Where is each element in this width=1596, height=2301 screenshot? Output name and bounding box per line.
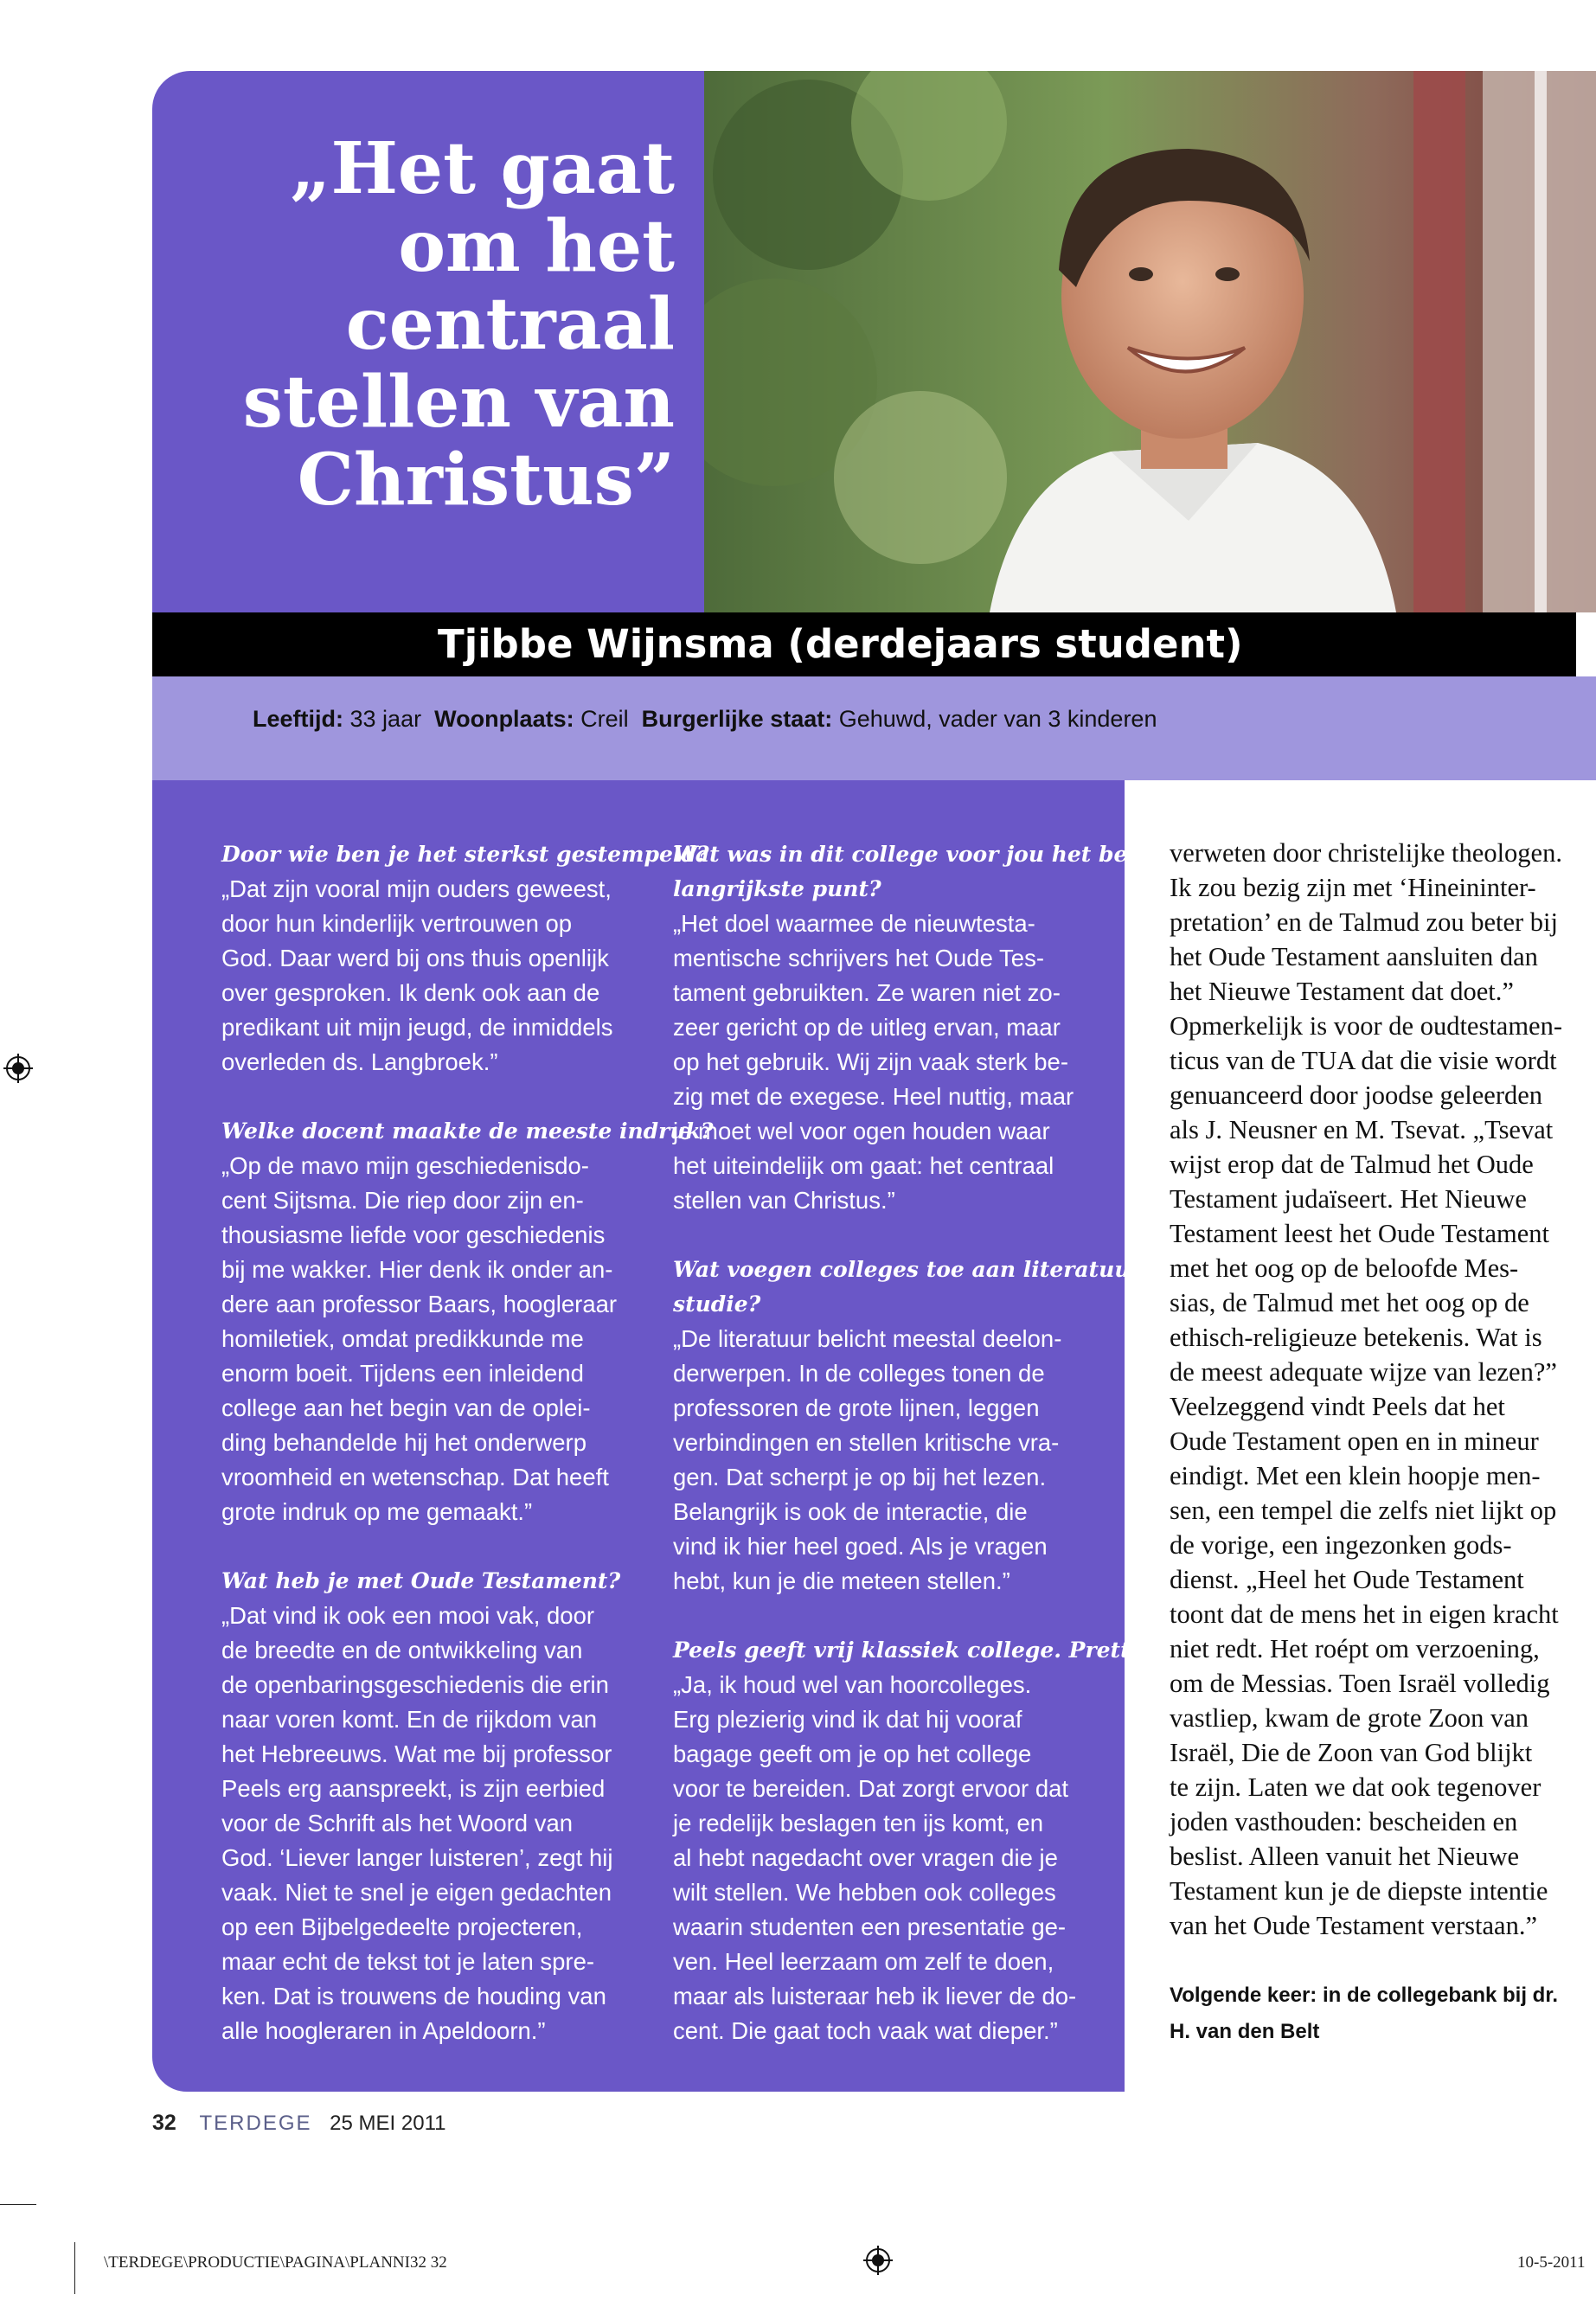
answer-line: je redelijk beslagen ten ijs komt, en: [673, 1810, 1044, 1836]
answer-line: „Dat zijn vooral mijn ouders geweest,: [221, 875, 612, 902]
crop-mark: [74, 2242, 75, 2294]
quote-line: „Het gaat: [290, 127, 675, 210]
answer-line: hebt, kun je die meteen stellen.”: [673, 1567, 1010, 1594]
body-line: Ik zou bezig zijn met ‘Hineininter-: [1170, 873, 1536, 902]
body-line: te zijn. Laten we dat ook tegenover: [1170, 1772, 1542, 1802]
answer-line: gen. Dat scherpt je op bij het lezen.: [673, 1464, 1047, 1490]
body-line: Oude Testament open en in mineur: [1170, 1426, 1539, 1456]
student-name: Tjibbe Wijnsma (derdejaars student): [438, 621, 1243, 667]
column-3: [1170, 836, 1596, 1943]
body-line: beslist. Alleen vanuit het Nieuwe: [1170, 1842, 1520, 1871]
body-line: ticus van de TUA dat die visie wordt: [1170, 1046, 1557, 1075]
place-value: Creil: [580, 706, 629, 732]
slug-path: \TERDEGE\PRODUCTIE\PAGINA\PLANNI32 32: [104, 2253, 447, 2272]
answer-line: op een Bijbelgedeelte projecteren,: [221, 1913, 583, 1940]
magazine-name: TERDEGE: [199, 2112, 312, 2135]
body-line: pretation’ en de Talmud zou beter bij: [1170, 907, 1558, 937]
answer-line: naar voren komt. En de rijkdom van: [221, 1706, 598, 1733]
answer-line: tament gebruikten. Ze waren niet zo-: [673, 979, 1061, 1006]
answer-line: vind ik hier heel goed. Als je vragen: [673, 1533, 1048, 1560]
name-bar: [152, 612, 1576, 676]
answer-line: bij me wakker. Hier denk ik onder an-: [221, 1256, 613, 1283]
body-line: sen, een tempel die zelfs niet lijkt op: [1170, 1496, 1557, 1525]
question: langrijkste punt?: [673, 876, 881, 901]
answer-line: de breedte en de ontwikkeling van: [221, 1637, 583, 1663]
answer-line: college aan het begin van de oplei-: [221, 1394, 591, 1421]
answer-line: maar als luisteraar heb ik liever de do-: [673, 1983, 1077, 2009]
answer-line: „De literatuur belicht meestal deelon-: [673, 1325, 1062, 1352]
answer-line: wilt stellen. We hebben ook colleges: [673, 1879, 1056, 1906]
status-label: Burgerlijke staat:: [641, 706, 833, 732]
next-episode-note: [1170, 1977, 1596, 2050]
body-line: verweten door christelijke theologen.: [1170, 838, 1562, 868]
answer-line: dere aan professor Baars, hoogleraar: [221, 1291, 618, 1317]
registration-mark-icon: [863, 2246, 893, 2275]
quote-line: stellen van: [242, 361, 675, 444]
body-line: vastliep, kwam de grote Zoon van: [1170, 1703, 1529, 1733]
answer-line: „Ja, ik houd wel van hoorcolleges.: [673, 1671, 1032, 1698]
answer-line: grote indruk op me gemaakt.”: [221, 1498, 533, 1525]
column-2: [673, 837, 1167, 2083]
answer-line: ken. Dat is trouwens de houding van: [221, 1983, 606, 2009]
body-line: ethisch-religieuze betekenis. Wat is: [1170, 1323, 1542, 1352]
question: Wat voegen colleges toe aan literatuur-: [673, 1257, 1151, 1282]
issue-date: 25 MEI 2011: [330, 2112, 446, 2135]
next-line: H. van den Belt: [1170, 2020, 1320, 2043]
question: Door wie ben je het sterkst gestempeld?: [221, 842, 709, 867]
answer-line: vaak. Niet te snel je eigen gedachten: [221, 1879, 612, 1906]
question: studie?: [673, 1292, 761, 1317]
body-line: niet redt. Het roépt om verzoening,: [1170, 1634, 1540, 1663]
body-line: als J. Neusner en M. Tsevat. „Tsevat: [1170, 1115, 1554, 1144]
place-label: Woonplaats:: [434, 706, 574, 732]
body-line: om de Messias. Toen Israël volledig: [1170, 1669, 1550, 1698]
answer-line: maar echt de tekst tot je laten spre-: [221, 1948, 595, 1975]
page-footer: [152, 2111, 445, 2136]
answer-line: „Dat vind ik ook een mooi vak, door: [221, 1602, 595, 1629]
answer-line: voor de Schrift als het Woord van: [221, 1810, 574, 1836]
body-line: het Oude Testament aansluiten dan: [1170, 942, 1538, 971]
slug-date: 10-5-2011: [1517, 2253, 1586, 2272]
answer-line: verbindingen en stellen kritische vra-: [673, 1429, 1060, 1456]
body-line: wijst erop dat de Talmud het Oude: [1170, 1150, 1534, 1179]
body-line: Testament leest het Oude Testament: [1170, 1219, 1549, 1248]
answer-line: God. ‘Liever langer luisteren’, zegt hij: [221, 1844, 613, 1871]
body-line: de vorige, een ingezonken gods-: [1170, 1530, 1512, 1560]
body-line: sias, de Talmud met het oog op de: [1170, 1288, 1529, 1317]
answer-line: het Hebreeuws. Wat me bij professor: [221, 1740, 612, 1767]
answer-line: homiletiek, omdat predikkunde me: [221, 1325, 584, 1352]
answer-line: op het gebruik. Wij zijn vaak sterk be-: [673, 1048, 1068, 1075]
answer-line: derwerpen. In de colleges tonen de: [673, 1360, 1045, 1387]
answer-line: predikant uit mijn jeugd, de inmiddels: [221, 1014, 613, 1041]
portrait-illustration: [704, 71, 1596, 612]
portrait-photo: [704, 71, 1596, 612]
answer-line: enorm boeit. Tijdens een inleidend: [221, 1360, 584, 1387]
answer-line: ding behandelde hij het onderwerp: [221, 1429, 586, 1456]
body-line: genuanceerd door joodse geleerden: [1170, 1080, 1543, 1110]
answer-line: het uiteindelijk om gaat: het centraal: [673, 1152, 1054, 1179]
answer-line: Belangrijk is ook de interactie, die: [673, 1498, 1028, 1525]
body-line: Israël, Die de Zoon van God blijkt: [1170, 1738, 1533, 1767]
page-number: 32: [152, 2111, 176, 2135]
body-line: van het Oude Testament verstaan.”: [1170, 1911, 1537, 1940]
answer-line: „Op de mavo mijn geschiedenisdo-: [221, 1152, 589, 1179]
status-value: Gehuwd, vader van 3 kinderen: [838, 706, 1157, 732]
answer-line: ven. Heel leerzaam om zelf te doen,: [673, 1948, 1054, 1975]
answer-line: stellen van Christus.”: [673, 1187, 895, 1214]
answer-line: door hun kinderlijk vertrouwen op: [221, 910, 573, 937]
answer-line: vroomheid en wetenschap. Dat heeft: [221, 1464, 609, 1490]
body-line: dienst. „Heel het Oude Testament: [1170, 1565, 1524, 1594]
body-line: de meest adequate wijze van lezen?”: [1170, 1357, 1557, 1387]
answer-line: „Het doel waarmee de nieuwtesta-: [673, 910, 1035, 937]
body-line: Opmerkelijk is voor de oudtestamen-: [1170, 1011, 1563, 1041]
answer-line: waarin studenten een presentatie ge-: [673, 1913, 1067, 1940]
answer-line: Peels erg aanspreekt, is zijn eerbied: [221, 1775, 606, 1802]
body-line: het Nieuwe Testament dat doet.”: [1170, 977, 1514, 1006]
body-line: eindigt. Met een klein hoopje men-: [1170, 1461, 1541, 1490]
quote-line: Christus”: [297, 439, 675, 522]
body-line: Testament judaïseert. Het Nieuwe: [1170, 1184, 1527, 1214]
answer-line: voor te bereiden. Dat zorgt ervoor dat: [673, 1775, 1069, 1802]
question: Wat heb je met Oude Testament?: [221, 1568, 621, 1593]
age-value: 33 jaar: [349, 706, 422, 732]
answer-line: cent Sijtsma. Die riep door zijn en-: [221, 1187, 584, 1214]
answer-line: je moet wel voor ogen houden waar: [673, 1118, 1050, 1144]
answer-line: Erg plezierig vind ik dat hij vooraf: [673, 1706, 1022, 1733]
body-line: met het oog op de beloofde Mes-: [1170, 1253, 1519, 1283]
answer-line: overleden ds. Langbroek.”: [221, 1048, 498, 1075]
answer-line: professoren de grote lijnen, leggen: [673, 1394, 1040, 1421]
question: Welke docent maakte de meeste indruk?: [221, 1118, 714, 1144]
registration-mark-icon: [3, 1054, 33, 1083]
info-row: [253, 706, 1157, 733]
crop-mark: [0, 2204, 36, 2205]
pull-quote: [190, 127, 675, 522]
body-line: joden vasthouden: bescheiden en: [1170, 1807, 1518, 1836]
age-label: Leeftijd:: [253, 706, 343, 732]
answer-line: God. Daar werd bij ons thuis openlijk: [221, 945, 609, 971]
body-line: toont dat de mens het in eigen kracht: [1170, 1599, 1559, 1629]
info-bar: [152, 676, 1596, 780]
quote-line: om het: [398, 205, 675, 288]
body-line: Veelzeggend vindt Peels dat het: [1170, 1392, 1505, 1421]
answer-line: over gesproken. Ik denk ook aan de: [221, 979, 600, 1006]
answer-line: de openbaringsgeschiedenis die erin: [221, 1671, 609, 1698]
body-line: Testament kun je de diepste intentie: [1170, 1876, 1548, 1906]
answer-line: bagage geeft om je op het college: [673, 1740, 1032, 1767]
answer-line: zeer gericht op de uitleg ervan, maar: [673, 1014, 1061, 1041]
answer-line: thousiasme liefde voor geschiedenis: [221, 1221, 606, 1248]
answer-line: al hebt nagedacht over vragen die je: [673, 1844, 1058, 1871]
answer-line: zig met de exegese. Heel nuttig, maar: [673, 1083, 1074, 1110]
answer-line: mentische schrijvers het Oude Tes-: [673, 945, 1044, 971]
next-line: Volgende keer: in de collegebank bij dr.: [1170, 1984, 1559, 2007]
answer-line: alle hoogleraren in Apeldoorn.”: [221, 2017, 546, 2044]
question: Peels geeft vrij klassiek college. Prettig?: [673, 1638, 1167, 1663]
answer-line: cent. Die gaat toch vaak wat dieper.”: [673, 2017, 1058, 2044]
question: Wat was in dit college voor jou het be-: [673, 842, 1137, 867]
quote-line: centraal: [345, 283, 675, 366]
column-1: [221, 837, 714, 2083]
